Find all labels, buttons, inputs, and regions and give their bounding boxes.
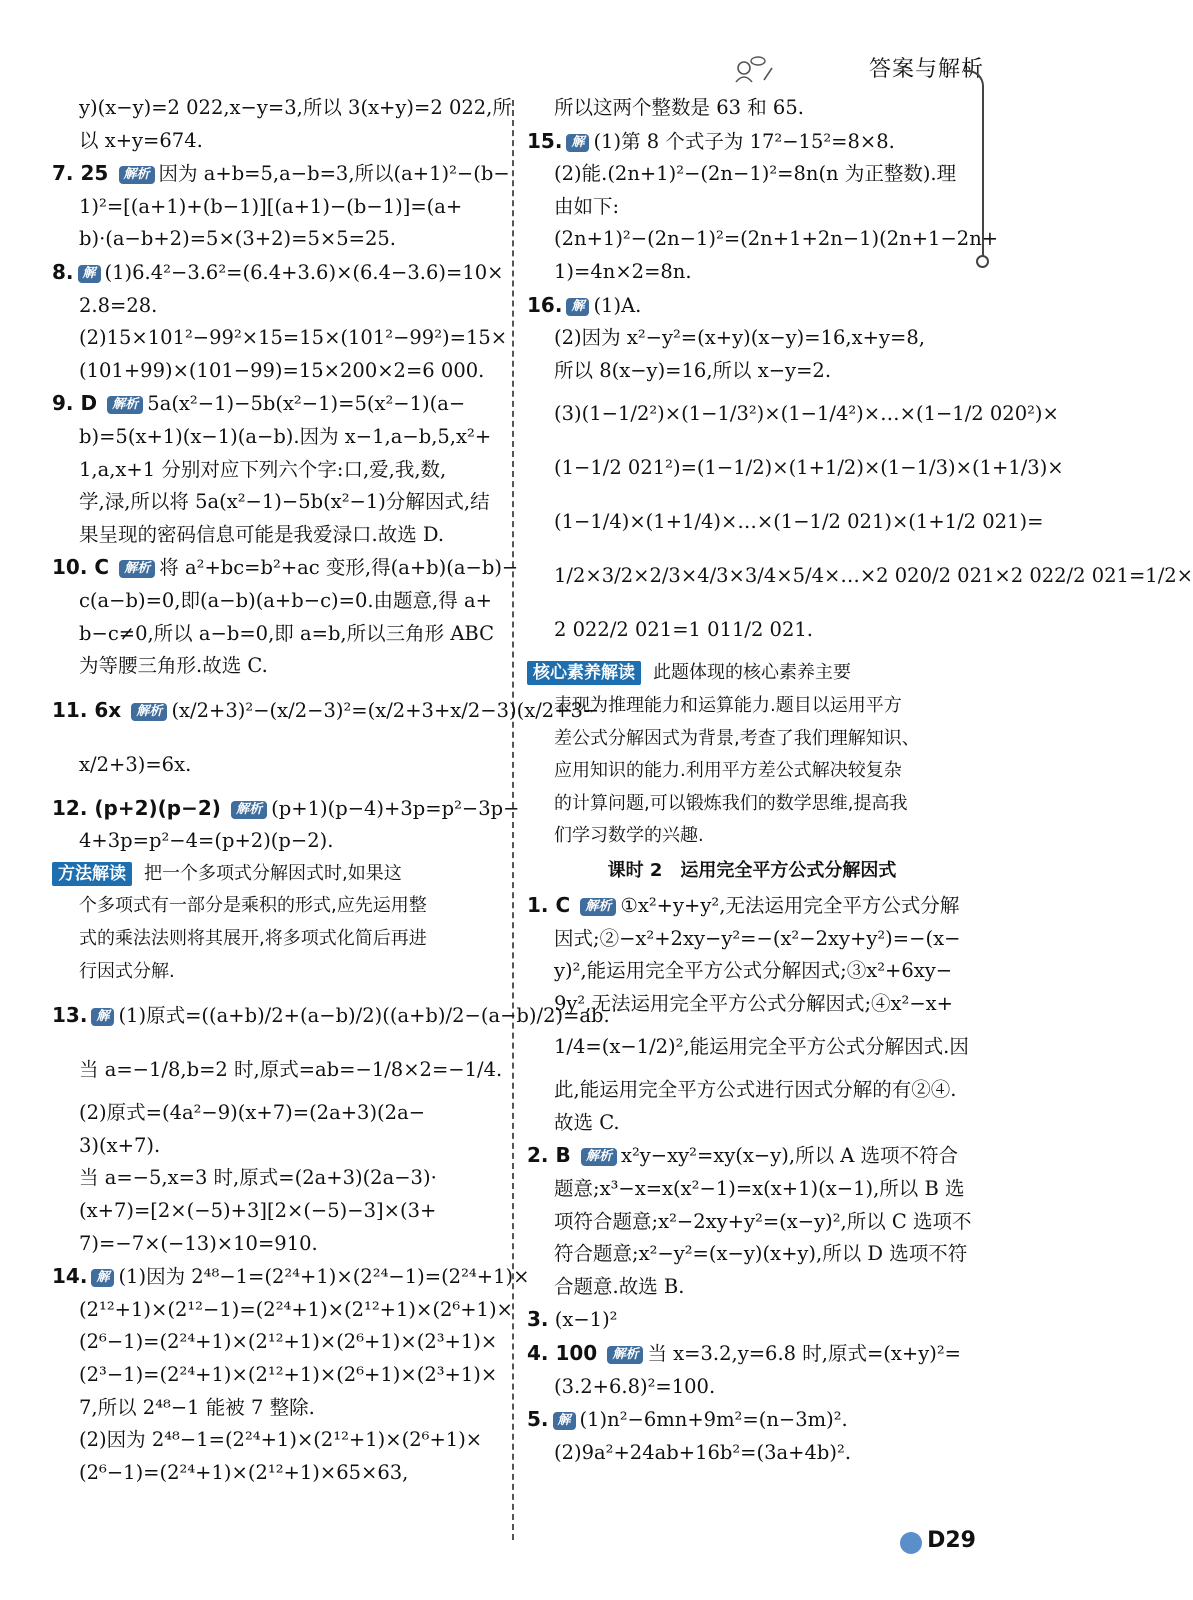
question-14 (52, 1260, 530, 1294)
answer-tag: 解 (553, 1412, 576, 1430)
line: (1−1/2 021²)=(1−1/2)×(1+1/2)×(1−1/3)×(1+1/3)× (554, 456, 1064, 480)
line: (2n+1)²−(2n−1)²=(2n+1+2n−1)(2n+1−2n+ (554, 227, 999, 251)
line: 9y²,无法运用完全平方公式分解因式;④x²−x+ (554, 991, 953, 1015)
line: 所以这两个整数是 63 和 65. (554, 96, 804, 119)
answer-tag: 解 (566, 298, 589, 316)
q-number: 13. (52, 1003, 88, 1028)
question-r2 (527, 1139, 977, 1173)
line: 所以 8(x−y)=16,所以 x−y=2. (554, 358, 832, 382)
method-tag: 方法解读 (52, 862, 132, 886)
analysis-tag: 解析 (580, 898, 616, 916)
line: 合题意.故选 B. (554, 1274, 685, 1298)
line: 此,能运用完全平方公式进行因式分解的有②④. (554, 1078, 957, 1102)
line: 当 a=−1/8,b=2 时,原式=ab=−1/8×2=−1/4. (79, 1058, 503, 1082)
line: 个多项式有一部分是乘积的形式,应先运用整 (79, 895, 427, 917)
line: 的计算问题,可以锻炼我们的数学思维,提高我 (554, 792, 908, 814)
line: 1)²=[(a+1)+(b−1)][(a+1)−(b−1)]=(a+ (79, 194, 463, 218)
question-13 (52, 988, 610, 1043)
answer-tag: 解 (78, 265, 101, 283)
line: 当 a=−5,x=3 时,原式=(2a+3)(2a−3)· (79, 1166, 437, 1190)
analysis-tag: 解析 (107, 396, 143, 414)
q-number: 4. 100 (527, 1341, 598, 1366)
q-number: 7. 25 (52, 161, 109, 186)
line: (1)A. (593, 293, 642, 317)
line: 式的乘法法则将其展开,将多项式化简后再进 (79, 928, 427, 950)
line: 符合题意;x²−y²=(x−y)(x+y),所以 D 选项不符 (554, 1242, 968, 1266)
q-number: 5. (527, 1407, 549, 1432)
method-note (52, 858, 504, 891)
line: 题意;x³−x=x(x²−1)=x(x+1)(x−1),所以 B 选 (554, 1177, 965, 1201)
line: 因为 a+b=5,a−b=3,所以(a+1)²−(b− (158, 162, 510, 186)
line: 表现为推理能力和运算能力.题目以运用平方 (554, 694, 902, 716)
line: y)²,能运用完全平方公式分解因式;③x²+6xy− (554, 959, 953, 983)
line: 4+3p=p²−4=(p+2)(p−2). (79, 829, 334, 853)
line: (2⁶−1)=(2²⁴+1)×(2¹²+1)×(2⁶+1)×(2³+1)× (79, 1330, 498, 1354)
q-number: 2. B (527, 1143, 571, 1168)
answer-tag: 解 (566, 134, 589, 152)
line: (1−1/4)×(1+1/4)×…×(1−1/2 021)×(1+1/2 021)= (554, 510, 1044, 534)
line: 1/2×3/2×2/3×4/3×3/4×5/4×…×2 020/2 021×2 022/2 021=1/2× (554, 564, 1193, 588)
line: (1)第 8 个式子为 17²−15²=8×8. (593, 129, 895, 153)
question-9 (52, 387, 504, 421)
line: (2)因为 2⁴⁸−1=(2²⁴+1)×(2¹²+1)×(2⁶+1)× (79, 1428, 483, 1452)
q-number: 9. D (52, 391, 98, 416)
line: 把一个多项式分解因式时,如果这 (144, 862, 402, 884)
core-tag: 核心素养解读 (527, 661, 641, 685)
line: b)=5(x+1)(x−1)(a−b).因为 x−1,a−b,5,x²+ (79, 424, 492, 448)
q-number: 3. (527, 1307, 549, 1332)
line: 3)(x+7). (79, 1133, 161, 1157)
right-column (527, 92, 1193, 1469)
question-r4 (527, 1337, 977, 1371)
answer-tag: 解 (91, 1008, 114, 1026)
line: (2¹²+1)×(2¹²−1)=(2²⁴+1)×(2¹²+1)×(2⁶+1)× (79, 1297, 513, 1321)
line: (2)9a²+24ab+16b²=(3a+4b)². (554, 1440, 852, 1464)
line: c(a−b)=0,即(a−b)(a+b−c)=0.由题意,得 a+ (79, 588, 492, 612)
line: 由如下: (554, 194, 620, 218)
line: (x/2+3)²−(x/2−3)²=(x/2+3+x/2−3)(x/2+3− (171, 698, 600, 722)
line: 项符合题意;x²−2xy+y²=(x−y)²,所以 C 选项不 (554, 1209, 972, 1233)
q-number: 14. (52, 1264, 88, 1289)
q-number: 1. C (527, 892, 571, 917)
line: 学,渌,所以将 5a(x²−1)−5b(x²−1)分解因式,结 (79, 490, 490, 514)
header-title: 答案与解析 (868, 57, 984, 82)
line: x²y−xy²=xy(x−y),所以 A 选项不符合 (620, 1144, 959, 1168)
page-badge-icon (900, 1532, 922, 1554)
core-note (527, 657, 977, 690)
line: (2⁶−1)=(2²⁴+1)×(2¹²+1)×65×63, (79, 1460, 409, 1484)
line: 应用知识的能力.利用平方差公式解决较复杂 (554, 760, 902, 782)
question-10 (52, 551, 519, 585)
line: 1,a,x+1 分别对应下列六个字:口,爱,我,数, (79, 457, 447, 481)
q-number: 11. 6x (52, 697, 122, 722)
line: 2.8=28. (79, 293, 158, 317)
line: 故选 C. (554, 1110, 620, 1134)
line: 1/4=(x−1/2)²,能运用完全平方公式分解因式.因 (554, 1035, 969, 1059)
question-r1 (527, 889, 977, 923)
line: (p+1)(p−4)+3p=p²−3p− (271, 796, 520, 820)
line: (x−1)² (554, 1308, 618, 1332)
question-r3 (527, 1303, 977, 1337)
line: (101+99)×(101−99)=15×200×2=6 000. (79, 358, 485, 382)
question-11 (52, 683, 600, 738)
line: (1)6.4²−3.6²=(6.4+3.6)×(6.4−3.6)=10× (104, 260, 504, 284)
thinking-person-icon (734, 54, 774, 84)
line: 1)=4n×2=8n. (554, 259, 692, 283)
line: (2³−1)=(2²⁴+1)×(2¹²+1)×(2⁶+1)×(2³+1)× (79, 1363, 498, 1386)
line: (2)因为 x²−y²=(x+y)(x−y)=16,x+y=8, (554, 326, 925, 350)
line: 因式;②−x²+2xy−y²=−(x²−2xy+y²)=−(x− (554, 926, 961, 950)
line: (3.2+6.8)²=100. (554, 1374, 716, 1398)
analysis-tag: 解析 (231, 801, 267, 819)
line: b)·(a−b+2)=5×(3+2)=5×5=25. (79, 227, 396, 251)
line: 以 x+y=674. (79, 128, 203, 152)
line: 们学习数学的兴趣. (554, 825, 704, 847)
question-r5 (527, 1403, 977, 1437)
q-number: 12. (p+2)(p−2) (52, 795, 221, 820)
line: 7)=−7×(−13)×10=910. (79, 1231, 318, 1255)
line: 行因式分解. (79, 960, 175, 982)
q-number: 16. (527, 292, 563, 317)
rail-dot (976, 255, 989, 268)
answer-tag: 解 (91, 1269, 114, 1287)
line: 当 x=3.2,y=6.8 时,原式=(x+y)²= (647, 1342, 962, 1366)
analysis-tag: 解析 (581, 1148, 617, 1166)
analysis-tag: 解析 (131, 703, 167, 721)
page-number: D29 (927, 1528, 976, 1553)
q-number: 10. C (52, 555, 110, 580)
question-12 (52, 792, 520, 826)
line: (3)(1−1/2²)×(1−1/3²)×(1−1/4²)×…×(1−1/2 020²)× (554, 402, 1059, 426)
line: 果呈现的密码信息可能是我爱渌口.故选 D. (79, 522, 445, 546)
line: (1)原式=((a+b)/2+(a−b)/2)((a+b)/2−(a−b)/2)=ab. (118, 1004, 610, 1028)
line: ①x²+y+y²,无法运用完全平方公式分解 (620, 893, 960, 917)
line: x/2+3)=6x. (79, 752, 192, 776)
line: (x+7)=[2×(−5)+3][2×(−5)−3]×(3+ (79, 1199, 437, 1223)
question-15 (527, 125, 977, 159)
section-heading: 课时 2 运用完全平方公式分解因式 (607, 859, 897, 881)
line: (2)15×101²−99²×15=15×(101²−99²)=15× (79, 326, 508, 350)
q-number: 8. (52, 259, 74, 284)
line: 将 a²+bc=b²+ac 变形,得(a+b)(a−b)− (159, 556, 519, 580)
question-8 (52, 256, 504, 290)
line: 差公式分解因式为背景,考查了我们理解知识、 (554, 727, 920, 749)
line: 为等腰三角形.故选 C. (79, 654, 268, 678)
q-number: 15. (527, 128, 563, 153)
page-header (724, 48, 984, 88)
line: 5a(x²−1)−5b(x²−1)=5(x²−1)(a− (147, 392, 466, 416)
question-7 (52, 157, 510, 191)
line: (2)原式=(4a²−9)(x+7)=(2a+3)(2a− (79, 1101, 426, 1125)
line: 7,所以 2⁴⁸−1 能被 7 整除. (79, 1395, 315, 1419)
line: y)(x−y)=2 022,x−y=3,所以 3(x+y)=2 022,所 (79, 96, 512, 119)
analysis-tag: 解析 (119, 560, 155, 578)
line: (1)因为 2⁴⁸−1=(2²⁴+1)×(2²⁴−1)=(2²⁴+1)× (118, 1265, 530, 1289)
line: 2 022/2 021=1 011/2 021. (554, 618, 813, 642)
line: b−c≠0,所以 a−b=0,即 a=b,所以三角形 ABC (79, 621, 495, 645)
line: (2)能.(2n+1)²−(2n−1)²=8n(n 为正整数).理 (554, 162, 957, 186)
line: (1)n²−6mn+9m²=(n−3m)². (579, 1408, 848, 1432)
question-16 (527, 289, 977, 323)
line: 此题体现的核心素养主要 (653, 662, 851, 684)
analysis-tag: 解析 (119, 166, 155, 184)
analysis-tag: 解析 (607, 1346, 643, 1364)
